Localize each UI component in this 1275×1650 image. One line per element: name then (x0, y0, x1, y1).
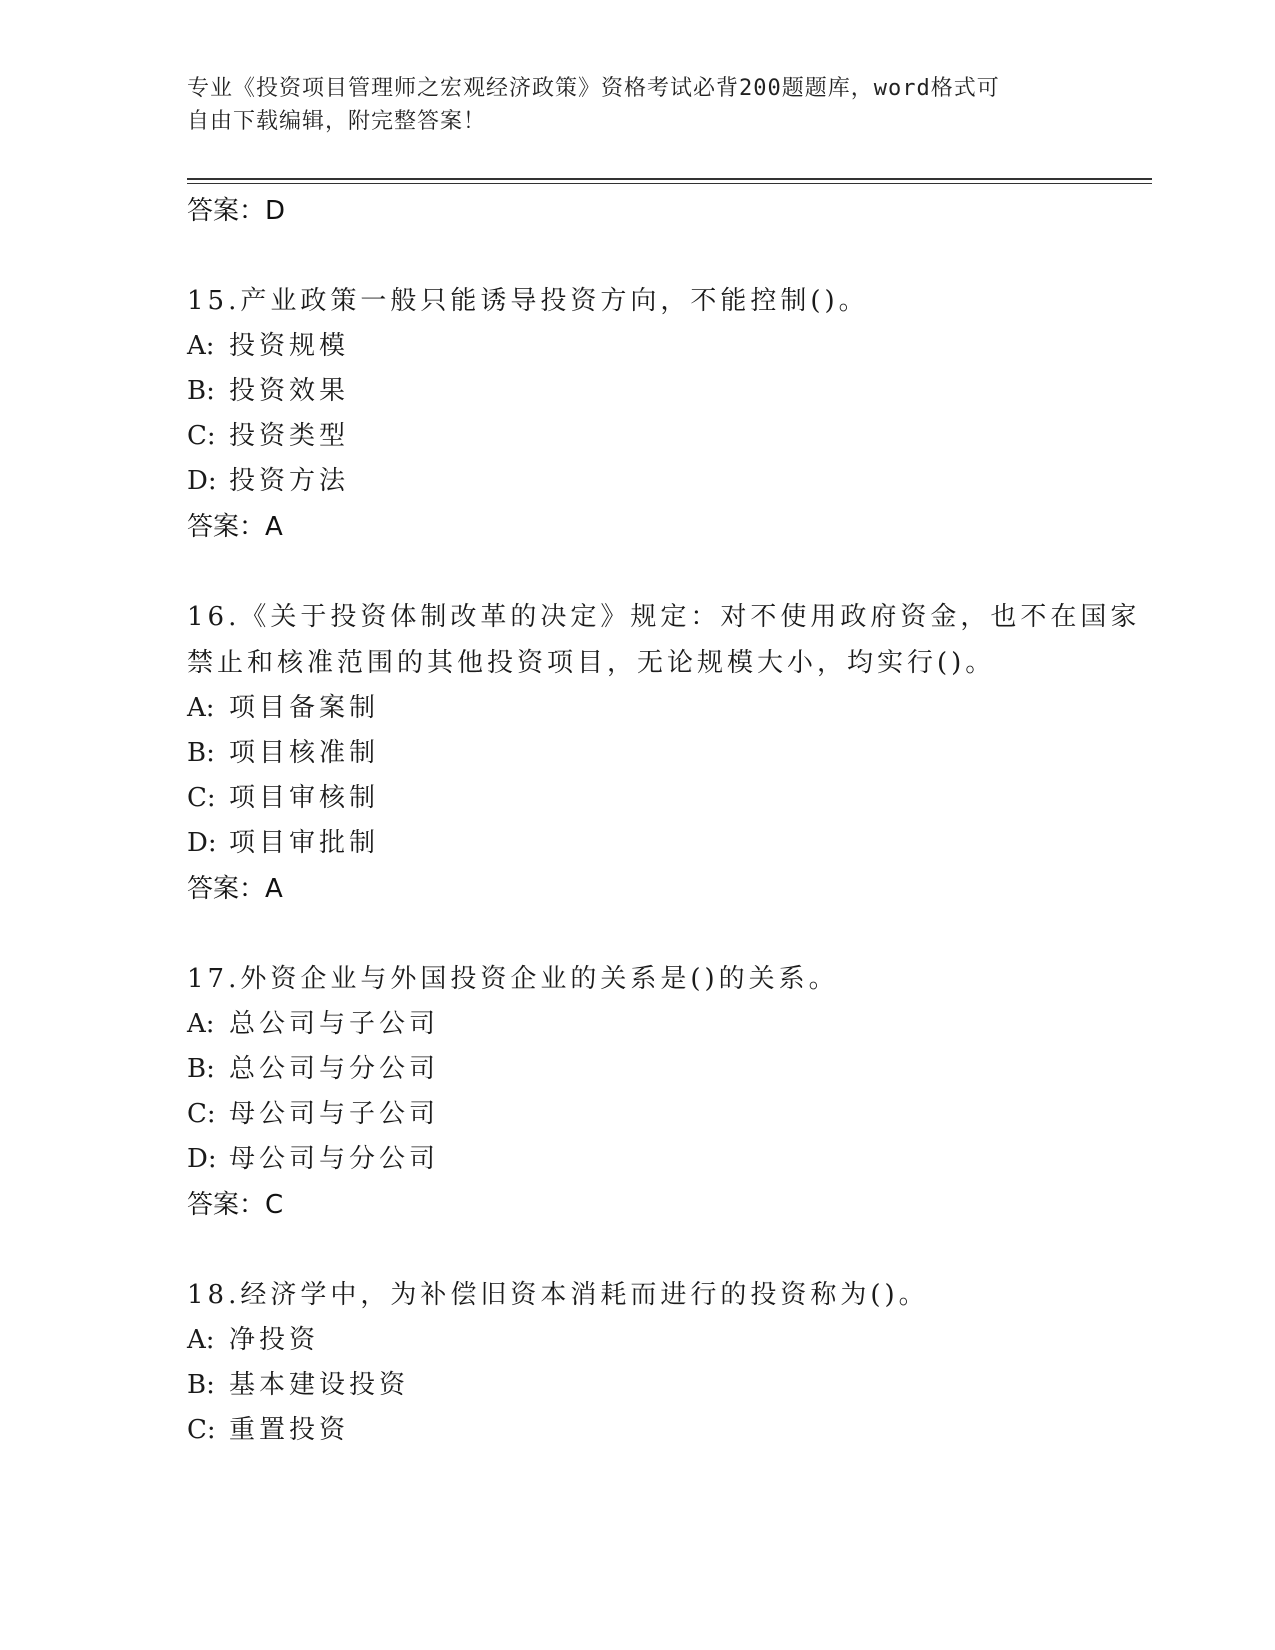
option-key: B: (187, 738, 215, 768)
question-17 (187, 956, 1152, 1228)
option-d (187, 821, 1152, 866)
option-key: C: (187, 421, 216, 451)
option-d (187, 459, 1152, 504)
option-key: D: (187, 828, 217, 858)
option-d (187, 1137, 1152, 1182)
option-key: B: (187, 1370, 215, 1400)
option-c (187, 1408, 1152, 1453)
option-text: 投资效果 (229, 376, 350, 406)
option-a (187, 1318, 1152, 1363)
option-text: 总公司与子公司 (229, 1009, 440, 1039)
option-key: A: (187, 693, 215, 723)
question-stem: 16.《关于投资体制改革的决定》规定：对不使用政府资金，也不在国家禁止和核准范围的其他投资项目，无论规模大小，均实行()。 (187, 602, 1141, 678)
question-16 (187, 594, 1152, 912)
question-18 (187, 1272, 1152, 1453)
question-stem: 17.外资企业与外国投资企业的关系是()的关系。 (187, 964, 839, 994)
option-text: 项目审批制 (229, 828, 380, 858)
previous-answer: 答案：D (187, 196, 286, 226)
option-key: B: (187, 376, 215, 406)
page-header (187, 72, 1087, 138)
header-line-2: 自由下载编辑，附完整答案！ (187, 109, 487, 134)
option-text: 净投资 (229, 1325, 320, 1355)
option-text: 基本建设投资 (229, 1370, 410, 1400)
option-b (187, 1047, 1152, 1092)
option-b (187, 1363, 1152, 1408)
option-key: A: (187, 1325, 215, 1355)
option-text: 母公司与子公司 (229, 1099, 440, 1129)
option-key: B: (187, 1054, 215, 1084)
option-text: 投资方法 (229, 466, 350, 496)
option-a (187, 686, 1152, 731)
option-text: 项目核准制 (229, 738, 380, 768)
option-text: 母公司与分公司 (229, 1144, 440, 1174)
option-key: A: (187, 331, 215, 361)
option-text: 项目备案制 (229, 693, 380, 723)
answer-line: 答案：A (187, 512, 283, 542)
question-list (187, 188, 1152, 1453)
option-text: 总公司与分公司 (229, 1054, 440, 1084)
option-b (187, 731, 1152, 776)
option-text: 投资规模 (229, 331, 350, 361)
option-key: D: (187, 1144, 217, 1174)
option-text: 项目审核制 (229, 783, 380, 813)
option-c (187, 1092, 1152, 1137)
question-stem: 15.产业政策一般只能诱导投资方向，不能控制()。 (187, 286, 869, 316)
answer-line: 答案：C (187, 1190, 284, 1220)
option-c (187, 414, 1152, 459)
question-15 (187, 278, 1152, 550)
option-key: D: (187, 466, 217, 496)
option-a (187, 1002, 1152, 1047)
option-c (187, 776, 1152, 821)
option-key: C: (187, 1415, 216, 1445)
option-b (187, 369, 1152, 414)
option-text: 重置投资 (229, 1415, 350, 1445)
option-a (187, 324, 1152, 369)
option-key: C: (187, 783, 216, 813)
option-text: 投资类型 (229, 421, 350, 451)
header-divider-thick (187, 178, 1152, 180)
answer-line: 答案：A (187, 874, 283, 904)
header-divider-thin (187, 183, 1152, 184)
option-key: C: (187, 1099, 216, 1129)
header-line-1: 专业《投资项目管理师之宏观经济政策》资格考试必背200题题库，word格式可 (187, 76, 1000, 101)
option-key: A: (187, 1009, 215, 1039)
question-stem: 18.经济学中，为补偿旧资本消耗而进行的投资称为()。 (187, 1280, 929, 1310)
